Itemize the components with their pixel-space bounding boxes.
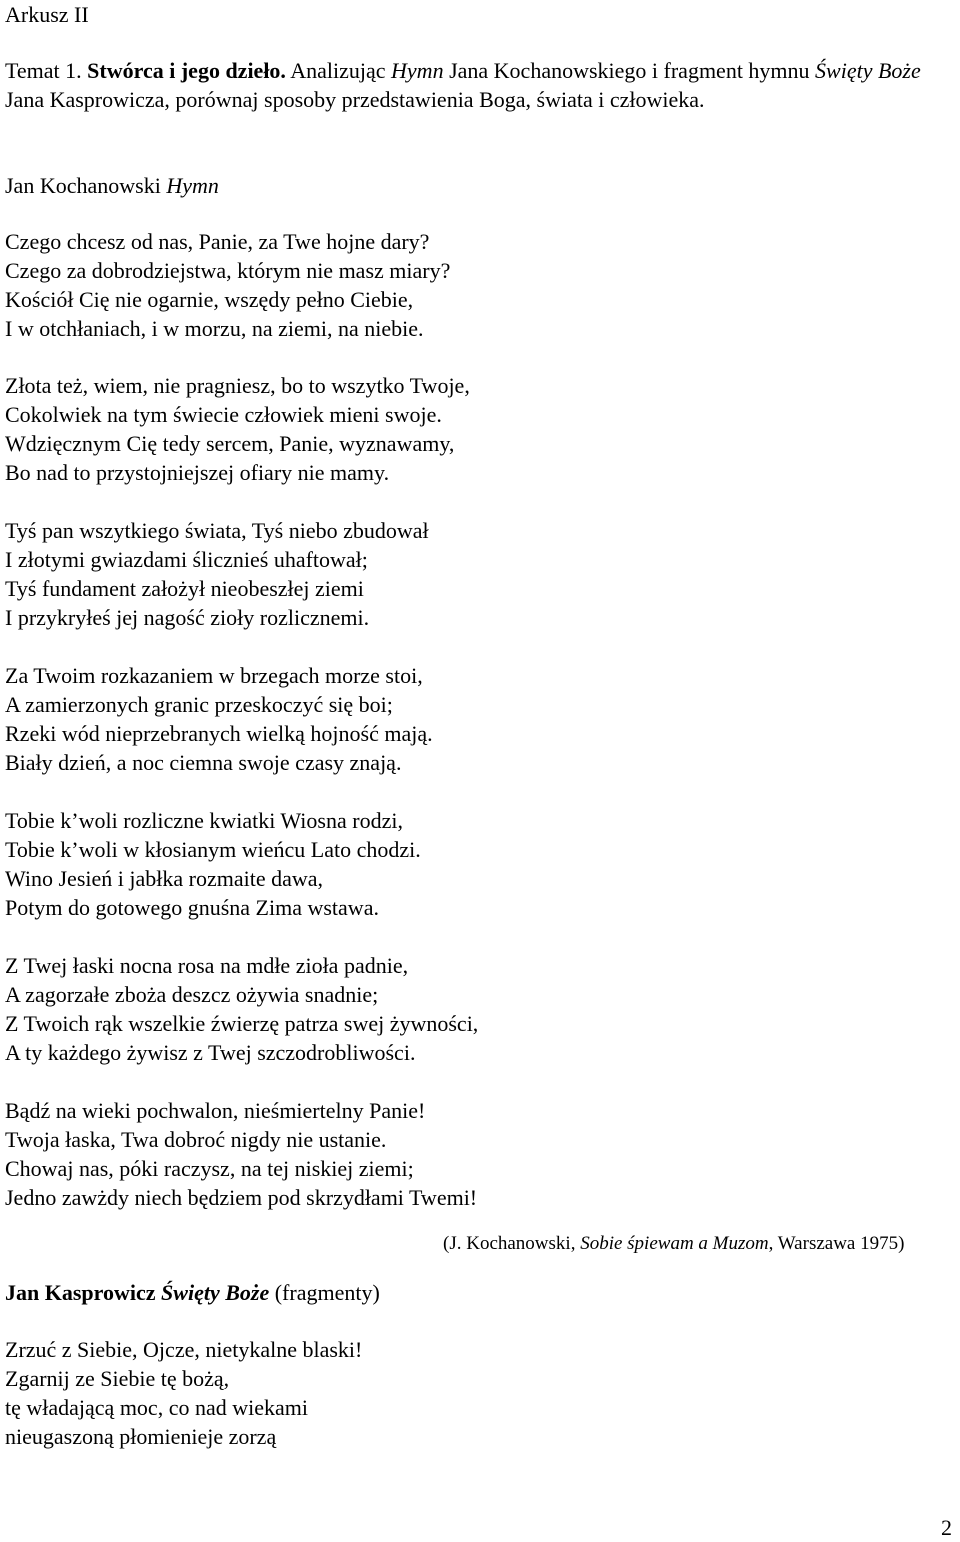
task-title: Stwórca i jego dzieło. <box>87 58 286 83</box>
poem2-author: Jan Kasprowicz <box>5 1280 156 1305</box>
poem-line: Zrzuć z Siebie, Ojcze, nietykalne blaski! <box>5 1337 363 1362</box>
poem-line: A zagorzałe zboża deszcz ożywia snadnie; <box>5 982 379 1007</box>
poem1-stanza-1 <box>5 227 450 343</box>
poem-line: Tobie k’woli w kłosianym wieńcu Lato chodzi. <box>5 837 421 862</box>
poem-line: A zamierzonych granic przeskoczyć się boi; <box>5 692 393 717</box>
poem-line: Rzeki wód nieprzebranych wielką hojność mają. <box>5 721 433 746</box>
poem-line: Czego chcesz od nas, Panie, za Twe hojne dary? <box>5 229 430 254</box>
poem-line: Z Twej łaski nocna rosa na mdłe zioła padnie, <box>5 953 409 978</box>
task-text-1: Analizując <box>290 58 386 83</box>
poem-line: Jedno zawżdy niech będziem pod skrzydłami Twemi! <box>5 1185 478 1210</box>
poem-line: Tyś pan wszytkiego świata, Tyś niebo zbudował <box>5 518 429 543</box>
poem-line: Chowaj nas, póki raczysz, na tej niskiej ziemi; <box>5 1156 414 1181</box>
poem-line: Tyś fundament założył nieobeszłej ziemi <box>5 576 364 601</box>
source-book-title: Sobie śpiewam a Muzom <box>580 1233 769 1254</box>
poem-line: Za Twoim rozkazaniem w brzegach morze stoi, <box>5 663 423 688</box>
poem1-stanza-6 <box>5 951 478 1067</box>
poem1-stanza-4 <box>5 661 433 777</box>
source-suffix: , Warszawa 1975) <box>768 1233 905 1254</box>
poem-line: nieugaszoną płomienieje zorzą <box>5 1424 277 1449</box>
poem-line: Czego za dobrodziejstwa, którym nie masz miary? <box>5 258 451 283</box>
poem-line: Cokolwiek na tym świecie człowiek mieni swoje. <box>5 402 442 427</box>
poem-line: A ty każdego żywisz z Twej szczodrobliwości. <box>5 1040 416 1065</box>
poem2-heading <box>5 1278 380 1307</box>
poem1-stanza-5 <box>5 806 421 922</box>
task-swiety-title: Święty Boże <box>815 58 921 83</box>
poem-line: Wino Jesień i jabłka rozmaite dawa, <box>5 866 324 891</box>
task-text-3: Jana Kasprowicza, porównaj sposoby przedstawienia Boga, świata i człowieka. <box>5 87 705 112</box>
poem2-title: Święty Boże <box>161 1280 270 1305</box>
poem-line: Bo nad to przystojniejszej ofiary nie mamy. <box>5 460 390 485</box>
poem1-heading <box>5 171 219 200</box>
poem-line: I w otchłaniach, i w morzu, na ziemi, na niebie. <box>5 316 424 341</box>
poem1-author: Jan Kochanowski <box>5 173 161 198</box>
task-hymn-title: Hymn <box>391 58 444 83</box>
poem-line: Z Twoich rąk wszelkie źwierzę patrza swej żywności, <box>5 1011 479 1036</box>
task-text-2: Jana Kochanowskiego i fragment hymnu <box>449 58 810 83</box>
poem2-note: (fragmenty) <box>274 1280 380 1305</box>
page-number: 2 <box>941 1515 952 1540</box>
poem-line: I złotymi gwiazdami ślicznieś uhaftował; <box>5 547 368 572</box>
poem-line: tę władającą moc, co nad wiekami <box>5 1395 308 1420</box>
poem1-stanza-7 <box>5 1096 477 1212</box>
poem-line: Tobie k’woli rozliczne kwiatki Wiosna rodzi, <box>5 808 403 833</box>
poem1-title: Hymn <box>166 173 219 198</box>
poem-line: Kościół Cię nie ogarnie, wszędy pełno Ciebie, <box>5 287 414 312</box>
poem-line: Wdzięcznym Cię tedy sercem, Panie, wyznawamy, <box>5 431 455 456</box>
poem-line: Biały dzień, a noc ciemna swoje czasy znają. <box>5 750 402 775</box>
task-description <box>5 56 955 114</box>
source-prefix: (J. Kochanowski, <box>443 1233 576 1254</box>
poem-line: Bądź na wieki pochwalon, nieśmiertelny Panie! <box>5 1098 426 1123</box>
poem-line: Złota też, wiem, nie pragniesz, bo to wszytko Twoje, <box>5 373 470 398</box>
poem2-fragment <box>5 1335 362 1451</box>
poem-line: Twoja łaska, Twa dobroć nigdy nie ustanie. <box>5 1127 387 1152</box>
task-label: Temat 1. <box>5 58 82 83</box>
poem1-stanza-3 <box>5 516 429 632</box>
poem1-stanza-2 <box>5 371 470 487</box>
poem-line: I przykryłeś jej nagość zioły rozlicznemi. <box>5 605 370 630</box>
poem1-source-citation <box>443 1229 904 1258</box>
sheet-title: Arkusz II <box>5 2 89 27</box>
poem-line: Zgarnij ze Siebie tę bożą, <box>5 1366 230 1391</box>
poem-line: Potym do gotowego gnuśna Zima wstawa. <box>5 895 379 920</box>
